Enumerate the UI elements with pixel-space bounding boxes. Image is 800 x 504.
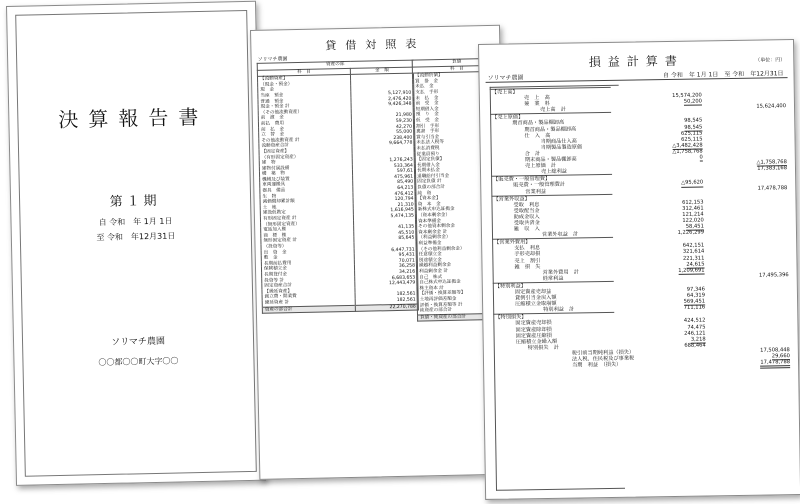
asset-item: 繰延資産 計 [262, 299, 355, 307]
liabilities-total-label: 負債・純資産の部合計 [418, 313, 507, 321]
asset-amount: 533,364 [352, 163, 415, 170]
liability-item: 新株式申込証拠金 [415, 206, 504, 213]
liability-item: 短期借入金 [413, 105, 502, 112]
line-label: 当期 利益 （損失） [572, 361, 622, 369]
asset-item: 流動資産合計 [259, 142, 352, 150]
line-total: 15,624,400 [756, 103, 787, 110]
line-label: 営業外費用 計 [542, 269, 579, 276]
asset-amount: 475,961 [353, 174, 416, 181]
line-amount: 711,116 [683, 304, 706, 312]
asset-amount: 64,213 [353, 186, 416, 193]
line-label: 期首商品・製品棚卸高 [524, 126, 577, 133]
asset-item: 当座 預金 [258, 92, 351, 100]
liability-item: 固定負債 計 [415, 178, 504, 185]
company-name: ソリマチ農園 [111, 336, 166, 348]
asset-item: 生 物 [260, 193, 353, 201]
line-label: 【特別利益】 [494, 283, 526, 290]
line-amount: △1,758,768 [672, 148, 703, 155]
liability-item: 自己株式申込証拠金 [417, 279, 506, 286]
asset-amount: 12,443,479 [355, 281, 418, 288]
asset-item: 敷 金 [261, 254, 354, 262]
liabilities-col-item: 科 目 [412, 65, 501, 73]
asset-item: 保険積立金 [261, 265, 354, 273]
asset-amount: 41,135 [354, 225, 417, 232]
line-label: 受取配当金 [513, 207, 540, 215]
line-amount: 98,545 [684, 124, 703, 131]
line-amount: 246,121 [684, 330, 706, 337]
asset-item: 建物付属設備 [259, 165, 352, 173]
balance-sheet-company: ソリマチ農園 [257, 56, 288, 63]
income-statement-title: 損益計算書 [588, 53, 684, 70]
col-amount: 金 額 [350, 67, 413, 75]
asset-amount: 9,664,778 [352, 141, 415, 148]
balance-sheet-page [250, 25, 509, 480]
asset-item: （投資等） [261, 243, 354, 251]
asset-item: 普通 預金 [258, 97, 351, 105]
line-label: 助成金収入 [513, 213, 540, 221]
line-amount: 0 [699, 154, 703, 161]
asset-amount: 182,561 [355, 297, 418, 304]
asset-item: 土 地 [260, 204, 353, 212]
line-label: 合 計 [524, 150, 541, 158]
liability-item: 預 り 金 [413, 111, 502, 118]
liability-item: 別途積立金 [416, 256, 505, 263]
asset-item: 有形固定資産 計 [260, 215, 353, 223]
line-label: 当期製品製造原価 [540, 144, 583, 151]
line-label: 【営業外費用】 [494, 239, 531, 247]
unit-label: （単位：円） [755, 57, 786, 64]
liability-item: 【流動負債】 [412, 71, 501, 79]
liability-item: 買 掛 金 [413, 78, 502, 85]
liability-item: 【固定負債】 [414, 156, 503, 163]
asset-item: 現金・預金 計 [258, 103, 351, 111]
asset-item: 長期前払費用 [261, 260, 354, 268]
liability-item: 資本剰余金 計 [416, 229, 505, 236]
line-total: 29,660 [771, 353, 790, 360]
asset-item: 無形固定資産 計 [261, 237, 354, 245]
line-amount: 625,115 [680, 130, 703, 137]
income-statement-rows [490, 84, 790, 370]
line-amount: 221,311 [682, 255, 705, 262]
line-label: 【特別損失】 [495, 314, 527, 322]
line-label: 雑 収 入 [513, 226, 540, 233]
line-label: 固定資産売却益 [514, 288, 552, 296]
asset-item: 現 金 [258, 86, 351, 94]
line-label: 売上総利益 [540, 168, 568, 176]
line-label: 期末商品・製品棚卸高 [524, 156, 577, 164]
assets-table [257, 60, 419, 314]
line-amount: 24,615 [686, 261, 705, 268]
asset-amount: 1,276,243 [352, 158, 415, 165]
asset-item: 減価償却累計額 [260, 198, 353, 206]
line-label: 法人税、住民税及び事業税 [571, 355, 635, 363]
asset-item: 投資等 計 [262, 276, 355, 284]
asset-item: 機械及び装置 [260, 176, 353, 184]
line-label: 【販売費・一般管理費】 [493, 176, 551, 184]
liability-item: 未払 金 [413, 83, 502, 90]
income-statement-company: ソリマチ農園 [487, 74, 524, 82]
asset-item: 立 替 金 [259, 131, 352, 139]
line-amount: 97,346 [686, 286, 705, 293]
line-label: 営業利益 [525, 188, 547, 195]
line-amount: 98,545 [684, 117, 703, 125]
liability-item: 利益準備金 [416, 240, 505, 247]
line-total: 17,495,396 [758, 271, 789, 279]
line-amount: 424,512 [683, 317, 706, 325]
line-amount: 15,574,200 [672, 92, 702, 100]
liability-item: 割引 手形 [414, 122, 503, 129]
asset-amount: 21,310 [353, 202, 416, 209]
liability-item: 評価・換算差額等 計 [417, 301, 506, 308]
liability-item: 純 資 [415, 189, 504, 196]
asset-amount: 34,216 [355, 270, 418, 277]
liability-item: 繰越利益剰余金 [416, 262, 505, 269]
line-label: 仕 入 高 [524, 132, 551, 139]
line-amount: 625,115 [681, 136, 703, 143]
line-total: 17,478,788 [757, 184, 788, 192]
line-amount: △3,482,428 [672, 142, 703, 149]
asset-amount: 85,645 [354, 236, 417, 243]
asset-item: 長期貸付金 [262, 271, 355, 279]
asset-amount: 55,000 [352, 130, 415, 137]
line-amount: 58,451 [685, 223, 704, 230]
line-total: 17,383,168 [757, 165, 788, 172]
asset-item: （無形固定資産） [261, 220, 354, 228]
line-label: 支払 利息 [514, 245, 541, 252]
liability-item: 資 本 金 [415, 201, 504, 208]
liability-item: 任意積立金 [416, 251, 505, 258]
fiscal-period: 第１期 [109, 193, 161, 210]
line-amount: 612,153 [682, 199, 704, 206]
liability-item: 負債の部合計 [415, 184, 504, 191]
period-start: 自 令和 年 1月 1日 [98, 216, 173, 228]
line-amount: 3,218 [690, 336, 706, 343]
asset-amount: 42,270 [352, 124, 415, 131]
assets-header: 資産の部 [257, 60, 413, 70]
line-label: 経常利益 [542, 275, 564, 282]
asset-amount: 21,980 [351, 113, 414, 120]
asset-item: 固定資産合計 [262, 282, 355, 290]
liability-item: 支払 手形 [413, 89, 502, 96]
line-label: 雑 損 失 [514, 263, 541, 271]
asset-amount: 182,561 [355, 292, 418, 299]
asset-item: 創立費・開業費 [262, 293, 355, 301]
line-label: 受取共済金 [513, 220, 540, 227]
line-label: 販売費・一般管理費計 [513, 182, 566, 189]
asset-amount: 5,474,135 [354, 214, 417, 221]
company-address: 〇〇都〇〇町大字〇〇 [98, 356, 179, 368]
report-title: 決算報告書 [58, 104, 209, 132]
line-amount: 312,461 [682, 205, 704, 212]
asset-amount: 6,447,731 [354, 247, 417, 254]
line-label: 売上高 計 [540, 106, 567, 114]
line-label: 当期商品仕入高 [540, 138, 577, 145]
line-amount: 50,200 [683, 98, 702, 105]
assets-total-label: 資産の部合計 [262, 305, 355, 314]
asset-item: 【固定資産】 [259, 148, 352, 156]
line-label: 期首商品・製品棚卸高 [512, 120, 565, 127]
line-label: 【売上原価】 [492, 114, 524, 122]
line-label: 固定資産除却損 [515, 326, 552, 334]
liability-item: 株主資本 計 [417, 284, 506, 291]
line-amount: 121,214 [682, 211, 704, 218]
line-total: 17,508,448 [760, 347, 790, 354]
asset-item: 電話加入権 [261, 226, 354, 234]
asset-amount: 85,490 [353, 180, 416, 187]
line-label: 貸倒引当金戻入額 [514, 294, 557, 302]
income-statement-period: 自 令和 年 1月 1日 至 令和 年12月31日 [662, 70, 784, 80]
line-amount: 74,475 [687, 324, 706, 331]
line-label: 税引前当期純利益（損失） [571, 349, 635, 357]
asset-item: 出 資 金 [261, 248, 354, 256]
header-rule [486, 77, 788, 83]
asset-item: その他流動資産 計 [259, 137, 352, 145]
asset-amount: 9,426,348 [351, 102, 414, 109]
liability-item: （利益剰余金） [416, 234, 505, 241]
asset-amount: 59,230 [352, 119, 415, 126]
balance-sheet-title: 貸借対照表 [325, 37, 426, 53]
line-label: 特別損失 計 [527, 344, 559, 352]
liability-item: 【評価・換算差額等】 [417, 290, 506, 297]
asset-item: （有形固定資産） [259, 153, 352, 161]
asset-amount: 36,258 [355, 264, 418, 271]
line-label: 【売上高】 [491, 89, 518, 96]
liability-item: 利益剰余金 計 [417, 268, 506, 275]
line-label: 兼 業 料 [523, 101, 550, 108]
asset-amount: 70,071 [354, 258, 417, 265]
liability-item: 退職給付引当金 [415, 173, 504, 180]
period-end: 至 令和 年12月31日 [96, 231, 176, 243]
asset-item: 構 築 物 [259, 170, 352, 178]
line-label: 固定資産圧縮損 [515, 332, 552, 340]
liability-item: 自己 株式 [417, 273, 506, 280]
asset-amount: 238,400 [352, 135, 415, 142]
line-amount: 688,464 [684, 342, 706, 349]
asset-amount: 1,616,945 [353, 208, 416, 215]
asset-amount: 45,510 [354, 230, 417, 237]
line-label: 固定資産売却損 [515, 320, 552, 327]
col-item: 科 目 [257, 68, 350, 77]
asset-amount: 5,127,910 [351, 91, 414, 98]
liability-item: 未払消費税 [414, 145, 503, 152]
asset-amount: 6,683,653 [355, 275, 418, 282]
line-label: 【営業外収益】 [493, 195, 530, 203]
liability-item: 【資本金】 [415, 195, 504, 202]
liability-item: 長期未払金 [414, 167, 503, 174]
line-label: 圧縮積立金繰入額 [515, 338, 558, 346]
asset-item: 器具 備品 [260, 187, 353, 195]
asset-item: （その他流動資産） [258, 109, 351, 117]
asset-amount: 597,61 [353, 169, 416, 176]
asset-item: 建 物 [259, 159, 352, 167]
liability-item: （資本剰余金） [415, 212, 504, 219]
line-label: 売上原価 計 [524, 162, 557, 170]
line-label: 受取 利息 [513, 201, 540, 209]
line-label: 手形売却損 [514, 251, 541, 258]
liability-item: 資本準備金 [415, 217, 504, 224]
asset-item: （現金・預金） [258, 81, 351, 89]
liability-item: 従業員預り [414, 150, 503, 157]
asset-amount: 95,431 [354, 253, 417, 260]
liabilities-header: 負債 [412, 58, 501, 66]
asset-item: 前 払 金 [259, 125, 352, 133]
line-amount: 569,451 [683, 298, 706, 305]
income-statement-page [478, 39, 800, 500]
liability-item: 賞与引当金 [414, 133, 503, 140]
liability-item: 未 払 金 [413, 94, 502, 101]
asset-amount: 2,476,420 [351, 96, 414, 103]
asset-item: 【流動資産】 [257, 75, 350, 83]
liability-item: 土地再評価差額金 [417, 296, 506, 303]
asset-item: 【繰延資産】 [262, 288, 355, 296]
liability-item: 前 受 金 [413, 100, 502, 107]
line-amount: 1,209,691 [678, 267, 705, 274]
asset-item: 車両運搬具 [260, 181, 353, 189]
line-amount: 642,151 [682, 242, 705, 250]
liability-item: 裏書 手形 [414, 128, 503, 135]
line-label: 売 上 高 [523, 94, 550, 102]
asset-item: 前 渡 金 [258, 114, 351, 122]
cover-page [6, 1, 266, 486]
line-amount: 321,614 [682, 248, 705, 256]
liability-item: その他資本剰余金 [416, 223, 505, 230]
asset-item: 商 標 権 [261, 232, 354, 240]
liability-item: （その他利益剰余金） [416, 245, 505, 252]
asset-amount: 120,794 [353, 197, 416, 204]
assets-total-value: 22,270,788 [355, 304, 418, 312]
asset-item: 建設仮勘定 [260, 209, 353, 217]
line-amount: 122,020 [682, 217, 704, 224]
line-label: 売上 割引 [514, 257, 541, 264]
asset-amount: 476,412 [353, 191, 416, 198]
line-label: 特別利益 計 [543, 306, 575, 314]
liability-item: 仮 受 金 [413, 117, 502, 124]
asset-item: 前払 費用 [258, 120, 351, 128]
line-amount: 1,226,299 [677, 229, 705, 237]
liability-item: 長期借入金 [414, 161, 503, 168]
line-total: 17,478,788 [760, 359, 790, 369]
line-amount: 64,319 [686, 292, 706, 299]
line-label: 営業外収益 計 [541, 231, 579, 239]
liability-item: 純資産の部合計 [417, 307, 506, 315]
line-total: △1,758,768 [756, 159, 787, 166]
line-label: 圧縮積立金取崩額 [515, 300, 557, 308]
line-amount: △95,620 [681, 179, 704, 187]
liability-item: 未払法人税等 [414, 139, 503, 146]
